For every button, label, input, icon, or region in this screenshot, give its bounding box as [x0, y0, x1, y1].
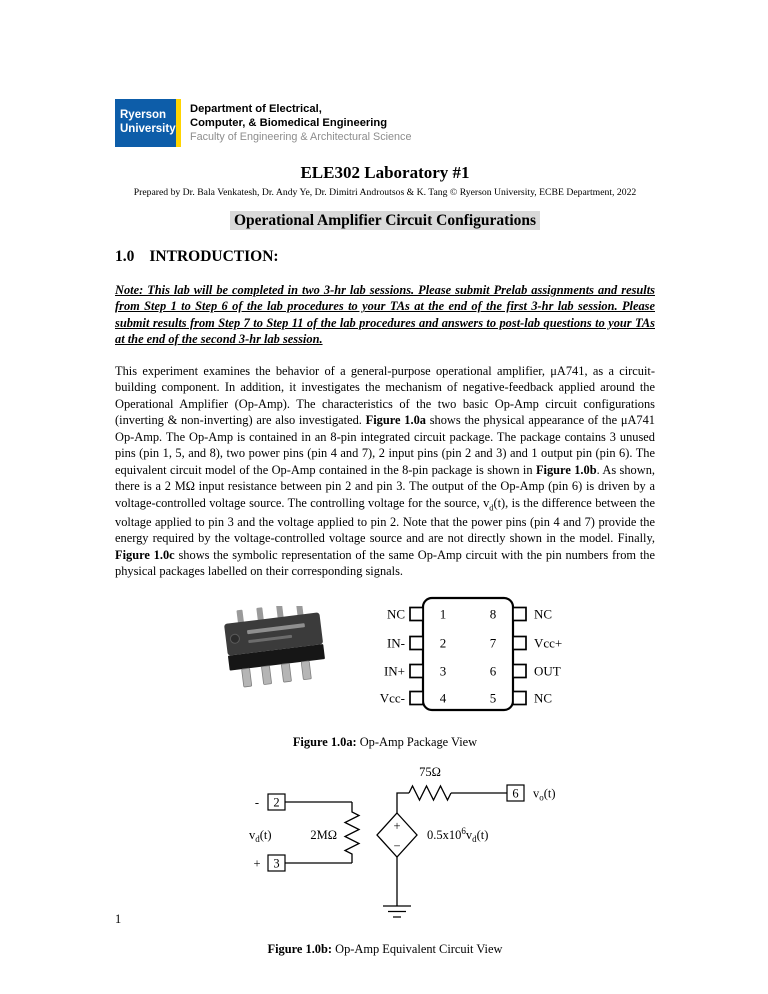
figure-a-caption: [115, 735, 655, 750]
pin-number: 1: [439, 606, 447, 622]
pin-label: Vcc+: [534, 635, 563, 651]
figure-a-caption-text: Op-Amp Package View: [356, 735, 478, 750]
pin-label: IN-: [386, 635, 405, 651]
document-title: ELE302 Laboratory #1: [300, 163, 470, 182]
opamp-chip-photo: [210, 606, 335, 716]
department-line2: Computer, & Biomedical Engineering: [190, 117, 388, 129]
header-logo-row: [115, 99, 655, 149]
ic-body-outline: [423, 598, 513, 710]
figure-b-caption-label: Figure 1.0b:: [267, 942, 333, 957]
figure-1-0b: [237, 758, 655, 938]
pin-labels-right: [534, 607, 562, 706]
input-resistor-label: 2MΩ: [310, 828, 337, 843]
figure-b-caption-text: Op-Amp Equivalent Circuit View: [332, 942, 503, 957]
pin-number: 8: [489, 606, 497, 622]
opamp-equivalent-circuit: [237, 758, 577, 933]
ryerson-logo-blue-block: [115, 99, 176, 147]
source-plus-sign: +: [393, 819, 401, 834]
pin-number: 5: [489, 690, 497, 706]
figure-a-caption-label: Figure 1.0a:: [292, 735, 357, 750]
ground-icon: [383, 906, 411, 917]
faculty-line: Faculty of Engineering & Architectural Science: [190, 131, 412, 143]
prepared-by-line: Prepared by Dr. Bala Venkatesh, Dr. Andy Ye, Dr. Dimitri Androutsos & K. Tang © Ryerson University, ECBE Department, 2022: [133, 187, 637, 198]
noninverting-terminal-sign: +: [253, 856, 261, 871]
inverting-terminal-sign: -: [254, 795, 260, 810]
chip-photo-illustration: [210, 606, 335, 711]
logo-name-line2: University: [120, 123, 176, 135]
pin-number: 3: [439, 663, 447, 679]
pin-number: 4: [439, 690, 447, 706]
gain-label: $0.5x10^6v_d(t)$: [427, 826, 489, 845]
opamp-pin-diagram: [373, 592, 583, 727]
pin3-number: 3: [273, 856, 280, 871]
document-subtitle: Operational Amplifier Circuit Configurations: [230, 211, 540, 230]
source-minus-sign: −: [393, 839, 401, 854]
vd-label: $v_d(t)$: [249, 828, 272, 845]
figure-1-0a: [115, 592, 655, 727]
output-resistor-label: 75Ω: [419, 765, 441, 780]
subtitle-wrap: [115, 212, 655, 230]
department-block: [190, 99, 411, 143]
pin-labels-left: [380, 607, 405, 706]
pin-number: 6: [489, 663, 497, 679]
ryerson-logo: [115, 99, 181, 147]
logo-name-line1: Ryerson: [120, 109, 167, 122]
pin-label: NC: [534, 690, 553, 706]
pin-label: OUT: [534, 663, 561, 679]
section-title: INTRODUCTION:: [149, 248, 279, 265]
circuit-labels: [249, 765, 556, 871]
section-number: 1.0: [115, 248, 135, 265]
section-heading: [115, 248, 655, 266]
figure-b-caption: [115, 942, 655, 957]
page-number: 1: [115, 912, 122, 926]
pin-diagram-svg: [373, 592, 583, 722]
resistor-2mohm: [345, 802, 359, 863]
ryerson-logo-yellow-bar: [176, 99, 181, 147]
vo-label: $v_o(t)$: [533, 786, 556, 803]
pin2-number: 2: [273, 795, 280, 810]
chip-notch: [230, 634, 240, 644]
department-line1: Department of Electrical,: [190, 103, 322, 115]
intro-paragraph: This experiment examines the behavior of a general-purpose operational amplifier, μA741, as a circuit-building component. In addition, it investigates the mechanism of negative-feedback applied around the Operational Amplifier (Op-Amp). The characteristics of the two basic Op-Amp circuit configurations (inverting & non-inverting) are also investigated. Figure 1.0a shows the physical appearance of the μA741 Op-Amp. The Op-Amp is contained in an 8-pin integrated circuit package. The package contains 3 unused pins (pin 1, 5, and 8), two power pins (pin 4 and 7), 2 input pins (pin 2 and 3) and 1 output pin (pin 6). The equivalent circuit model of the Op-Amp contained in the 8-pin package is shown in Figure 1.0b. As shown, there is a 2 MΩ input resistance between pin 2 and pin 3. The output of the Op-Amp (pin 6) is driven by a voltage-controlled voltage source. The controlling voltage for the source, $v_d(t)$, is the difference between the voltage applied to pin 3 and the voltage applied to pin 2. Note that the power pins (pin 4 and 7) provide the energy required by the voltage-controlled voltage source and are not directly shown in the model. Finally, Figure 1.0c shows the symbolic representation of the same Op-Amp circuit with the pin numbers from the physical packages labelled on their corresponding signals.: [115, 363, 655, 579]
page-content: [115, 99, 655, 957]
note-paragraph: Note: This lab will be completed in two 3-hr lab sessions. Please submit Prelab assignments and results from Step 1 to Step 6 of the lab procedures to your TAs at the end of the first 3-hr lab session. Please submit results from Step 7 to Step 11 of the lab procedures and answers to post-lab questions to your TAs at the end of the second 3-hr lab session.: [115, 283, 655, 347]
pin-label: Vcc-: [379, 690, 405, 706]
pin-label: NC: [534, 606, 553, 622]
pin-label: IN+: [383, 663, 405, 679]
pin6-number: 6: [512, 786, 519, 801]
pin-label: NC: [386, 606, 405, 622]
pin-number: 7: [489, 635, 497, 651]
resistor-75ohm: [409, 786, 451, 800]
pin-number: 2: [439, 635, 447, 651]
